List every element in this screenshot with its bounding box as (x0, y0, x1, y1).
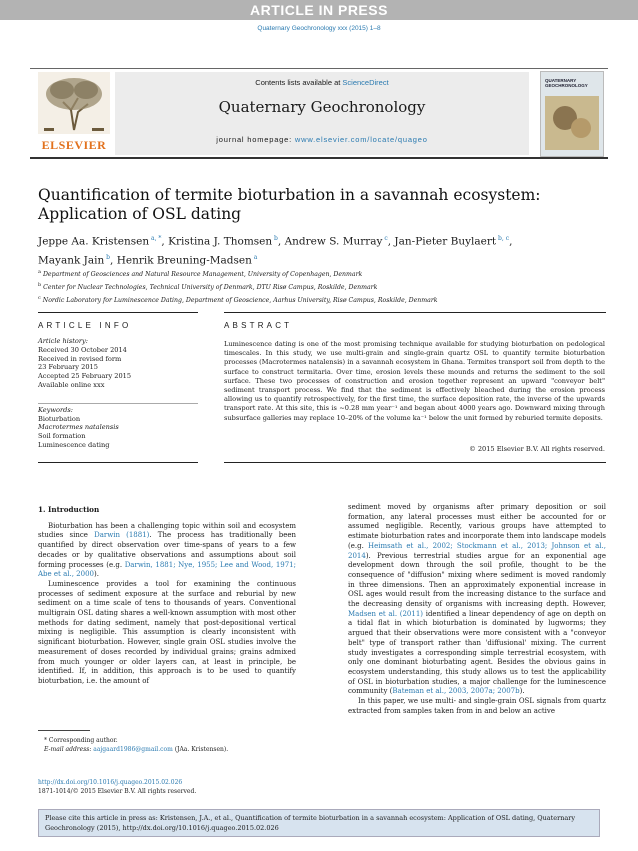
issn-line: 1871-1014/© 2015 Elsevier B.V. All rights reserved. (38, 787, 197, 795)
corresponding-author-note: * Corresponding author. (44, 737, 118, 744)
info-top-rule (38, 312, 198, 313)
reference-link[interactable]: Bateman et al., 2003, 2007a; 2007b (392, 687, 520, 696)
doi-block (38, 779, 308, 796)
citation-notice-box: Please cite this article in press as: Kristensen, J.A., et al., Quantification of termite bioturbation in a savannah ecosystem: Application of OSL dating, Quaternary Geochronology (2015), http://dx.doi.org/10.1016/j.quageo.2015.02.026 (38, 809, 600, 837)
journal-citation-link[interactable]: Quaternary Geochronology xxx (2015) 1–8 (257, 25, 381, 32)
keyword-item: Bioturbation (38, 414, 81, 423)
body-right-column (348, 503, 606, 716)
history-label: Article history: (38, 337, 88, 345)
header-top-divider (30, 68, 608, 69)
body-paragraph: Bioturbation has been a challenging topic within soil and ecosystem studies since Darwin (1881). The process has traditionally been quantified by direct observation over time-spans of years to a few decades or by qualitative observations and assumptions about soil forming processes (e.g. Darwin, 1881; Nye, 1955; Lee and Wood, 1971; Abe et al., 2000). (38, 521, 296, 579)
body-paragraph: Luminescence provides a tool for examining the continuous processes of sediment exposure at the surface and reburial by new sediment on a time scale of tens to thousands of years. Conventional multigrain OSL dating shares a well-known assumption with most other methods for dating sediment, namely that post-depositional vertical mixing is negligible. This assumption is clearly inconsistent with significant bioturbation. However, single grain OSL studies involve the measurement of doses recorded by individual grains; grains admixed from much younger or older layers can, at least in principle, be identified. If, in addition, this approach is to be used to quantify bioturbation, i.e. the amount of (38, 579, 296, 685)
affiliation-list (38, 267, 608, 306)
author-affiliation-marker[interactable]: a, * (149, 235, 162, 242)
footnote: * Corresponding author. E-mail address: aajgaard1986@gmail.com (JAa. Kristensen). (38, 737, 308, 754)
history-entry: Accepted 25 February 2015 (38, 372, 132, 381)
abstract-copyright: © 2015 Elsevier B.V. All rights reserved. (469, 445, 605, 453)
body-paragraph: sediment moved by organisms after primary deposition or soil formation, any lateral processes must either be accounted for or assumed negligible. Recently, various groups have attempted to estimate bioturbation rates and incorporate them into landscape models (e.g. Heimsath et al., 2002; Stockmann et al., 2013; Johnson et al., 2014). Previous terrestrial studies argue for an exponential age development down through the soil profile, thought to be the consequence of "diffusion" mixing where sediment is moved randomly in three dimensions. Then an approximately exponential increase in OSL ages would result from the increasing distance to the surface and the decreasing density of organisms with increasing depth. However, Madsen et al. (2011) identified a linear dependency of age on depth on a tidal flat in which bioturbation is dominated by lugworms; they argued that their observations were more consistent with a "conveyor belt" type of transport rather than 'diffusional' mixing. The current study investigates a corresponding simple terrestrial ecosystem, with only one dominant bioturbating agent. Besides the obvious gains in ecosystem understanding, this study allows us to test the applicability of OSL in bioturbation studies, a major challenge for the luminescence community (Bateman et al., 2003, 2007a; 2007b). (348, 503, 606, 696)
abstract-text: Luminescence dating is one of the most promising technique available for studying bioturbation on pedological timescales. In this study, we use multi-grain and single-grain quartz OSL to quantify termite bioturbation processes (Macrotermes natalensis) in a savannah ecosystem in Ghana. Termites transport soil from depth to the surface to construct termitaria. Over time, erosion levels these mounds and returns the sediment to the soil surface. These two processes of construction and erosion together represent an upward "conveyor belt" sediment transport process. We find that the sediment is effectively bleached during the erosion process allowing us to quantify retrospectively, for the first time, the surface deposition rate, the inverse of the upwards transport rate. At this site, this is ~0.28 mm year⁻¹ and began about 4000 years ago. Downward mixing through subsurface galleries may replace 10–20% of the volume ka⁻¹ below the unit formed by reburied termite deposits. (224, 340, 605, 422)
author-name[interactable]: Henrik Breuning-Madsen (116, 254, 252, 266)
sciencedirect-link[interactable]: ScienceDirect (342, 78, 389, 87)
reference-link[interactable]: Madsen et al. (2011) (348, 609, 424, 618)
author-affiliation-marker[interactable]: b (104, 253, 111, 261)
abstract-heading: ABSTRACT (224, 321, 293, 330)
keywords-label: Keywords: (38, 405, 73, 414)
author-affiliation-marker[interactable]: b, c (496, 235, 510, 242)
footnote-rule (38, 730, 90, 731)
author-affiliation-marker[interactable]: b (272, 235, 278, 242)
introduction-heading: 1. Introduction (38, 505, 100, 514)
history-entry: Available online xxx (38, 380, 105, 389)
article-info-heading: ARTICLE INFO (38, 321, 132, 330)
info-separator (38, 403, 198, 404)
info-bottom-rule (38, 462, 198, 463)
doi-link[interactable]: http://dx.doi.org/10.1016/j.quageo.2015.02.026 (38, 779, 183, 786)
keyword-item: Luminescence dating (38, 440, 110, 449)
author-name[interactable]: Mayank Jain (38, 254, 105, 266)
abstract-top-rule (224, 312, 606, 313)
article-in-press-banner: ARTICLE IN PRESS (0, 0, 638, 20)
journal-name: Quaternary Geochronology (218, 98, 426, 116)
body-left-column (38, 505, 296, 687)
article-title: Quantification of termite bioturbation in a savannah ecosystem: Application of OSL dating (38, 186, 541, 223)
keyword-item: Macrotermes natalensis (38, 423, 119, 432)
publisher-wordmark: ELSEVIER (41, 138, 107, 152)
author-name[interactable]: Andrew S. Murray (284, 235, 383, 248)
header-bottom-divider (30, 157, 608, 159)
keyword-item: Soil formation (38, 432, 86, 441)
abstract-bottom-rule (224, 462, 606, 463)
affiliation-item: $^b$ Center for Nuclear Technologies, Technical University of Denmark, DTU Risø Campus, Roskilde, Denmark (38, 282, 378, 292)
affiliation-item: $^a$ Department of Geosciences and Natural Resource Management, University of Copenhagen, Denmark (38, 269, 363, 279)
reference-link[interactable]: Darwin, 1881; Nye, 1955; Lee and Wood, 1971; Abe et al., 2000 (38, 560, 296, 579)
affiliation-item: $^c$ Nordic Laboratory for Luminescence Dating, Department of Geoscience, Aarhus University, Risø Campus, Roskilde, Denmark (38, 295, 438, 305)
reference-link[interactable]: Heimsath et al., 2002; Stockmann et al., 2013; Johnson et al., 2014 (348, 541, 606, 560)
reference-link[interactable]: Darwin (1881) (94, 531, 150, 540)
history-entry: 23 February 2015 (38, 363, 98, 372)
author-name[interactable]: Jan-Pieter Buylaert (394, 235, 497, 248)
keyword-list (38, 415, 198, 450)
cover-title: QUATERNARY GEOCHRONOLOGY (545, 78, 588, 88)
article-info (38, 337, 198, 450)
author-email-link[interactable]: aajgaard1986@gmail.com (93, 745, 173, 753)
journal-cover-thumbnail (540, 71, 604, 157)
author-name[interactable]: Kristina J. Thomsen (168, 235, 273, 248)
history-list (38, 346, 198, 390)
history-entry: Received 30 October 2014 (38, 345, 127, 354)
journal-homepage-line: journal homepage: www.elsevier.com/locate/quageo (216, 135, 428, 144)
history-entry: Received in revised form (38, 354, 122, 363)
email-label: E-mail address: (44, 745, 94, 753)
author-affiliation-marker[interactable]: c (382, 235, 388, 242)
cover-image-icon (545, 96, 599, 150)
journal-homepage-link[interactable]: www.elsevier.com/locate/quageo (294, 135, 428, 144)
author-name[interactable]: Jeppe Aa. Kristensen (38, 235, 150, 248)
body-paragraph: In this paper, we use multi- and single-grain OSL signals from quartz extracted from samples taken from in and below an active (348, 697, 606, 715)
author-list: Jeppe Aa. Kristensen $^{a, *}$, Kristina J. Thomsen $^b$, Andrew S. Murray $^c$, Jan-Pieter Buylaert $^{b, c}$, Mayank Jain $^b$, Henrik Breuning-Madsen $^a$ (38, 235, 513, 266)
contents-line: Contents lists available at ScienceDirect (255, 78, 389, 87)
author-affiliation-marker[interactable]: a (251, 253, 258, 261)
